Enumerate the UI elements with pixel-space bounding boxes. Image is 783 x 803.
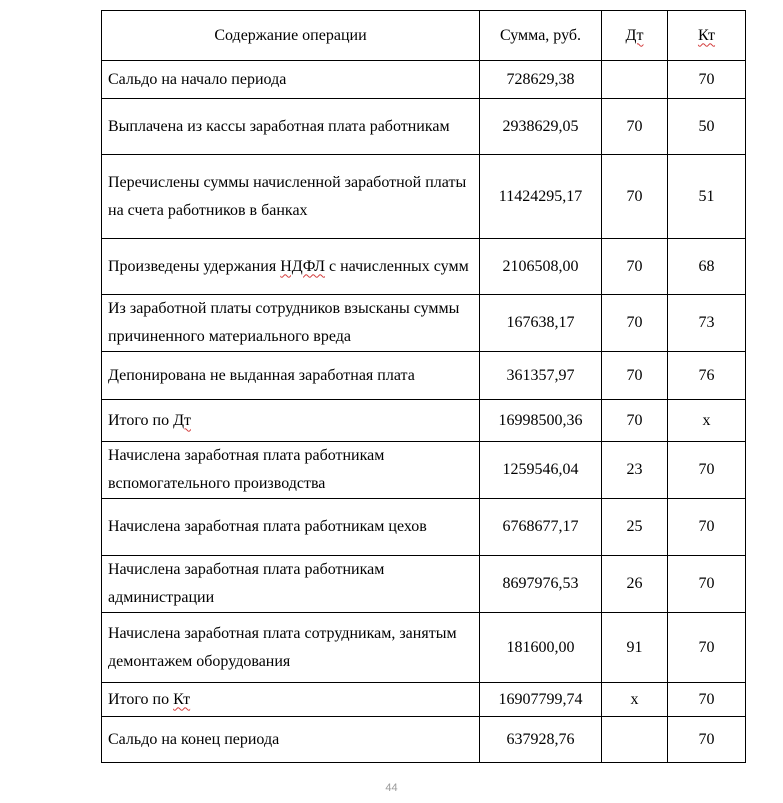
credit-cell: 70 <box>668 61 746 99</box>
operation-text: Итого по <box>108 690 174 708</box>
credit-term: Кт <box>173 690 191 708</box>
debit-term: Дт <box>173 411 191 429</box>
table-row <box>102 352 746 400</box>
table-row <box>102 499 746 556</box>
header-row <box>102 11 746 61</box>
amount-cell: 8697976,53 <box>480 556 602 613</box>
operation-text: с начисленных сумм <box>324 257 469 275</box>
amount-cell: 728629,38 <box>480 61 602 99</box>
amount-cell: 637928,76 <box>480 717 602 763</box>
amount-cell: 2106508,00 <box>480 239 602 295</box>
credit-cell: 70 <box>668 683 746 717</box>
credit-cell: 68 <box>668 239 746 295</box>
amount-cell: 16998500,36 <box>480 400 602 442</box>
debit-cell: 70 <box>602 352 668 400</box>
amount-cell: 1259546,04 <box>480 442 602 499</box>
operation-text: Произведены удержания <box>108 257 281 275</box>
ndfl-term: НДФЛ <box>280 257 325 275</box>
operation-cell <box>102 239 480 295</box>
debit-cell: 91 <box>602 613 668 683</box>
table-row <box>102 239 746 295</box>
operations-table <box>101 10 746 763</box>
debit-cell: 70 <box>602 239 668 295</box>
operation-cell: Начислена заработная плата работникам администрации <box>102 556 480 613</box>
operation-cell: Начислена заработная плата сотрудникам, занятым демонтажем оборудования <box>102 613 480 683</box>
table-row <box>102 295 746 352</box>
operation-cell: Начислена заработная плата работникам вспомогательного производства <box>102 442 480 499</box>
credit-cell: х <box>668 400 746 442</box>
page-number: 44 <box>385 782 398 794</box>
table-row-total-debit <box>102 400 746 442</box>
debit-cell: 70 <box>602 400 668 442</box>
credit-cell: 50 <box>668 99 746 155</box>
table-row <box>102 61 746 99</box>
operation-cell: Депонирована не выданная заработная плата <box>102 352 480 400</box>
header-credit-label: Кт <box>697 26 716 44</box>
table-row <box>102 717 746 763</box>
table-row <box>102 556 746 613</box>
amount-cell: 16907799,74 <box>480 683 602 717</box>
amount-cell: 11424295,17 <box>480 155 602 239</box>
credit-cell: 70 <box>668 442 746 499</box>
debit-cell: 25 <box>602 499 668 556</box>
table-row <box>102 155 746 239</box>
amount-cell: 181600,00 <box>480 613 602 683</box>
table-row <box>102 442 746 499</box>
operation-cell: Из заработной платы сотрудников взысканы суммы причиненного материального вреда <box>102 295 480 352</box>
operation-text: Итого по <box>108 411 174 429</box>
operation-cell <box>102 683 480 717</box>
amount-cell: 361357,97 <box>480 352 602 400</box>
header-credit <box>668 11 746 61</box>
operation-cell: Начислена заработная плата работникам цехов <box>102 499 480 556</box>
credit-cell: 76 <box>668 352 746 400</box>
amount-cell: 6768677,17 <box>480 499 602 556</box>
operation-cell: Выплачена из кассы заработная плата работникам <box>102 99 480 155</box>
debit-cell: 70 <box>602 295 668 352</box>
debit-cell <box>602 717 668 763</box>
header-debit-label: Дт <box>625 26 644 44</box>
credit-cell: 70 <box>668 499 746 556</box>
debit-cell <box>602 61 668 99</box>
header-amount: Сумма, руб. <box>480 11 602 61</box>
operation-cell: Сальдо на конец периода <box>102 717 480 763</box>
table-row-total-credit <box>102 683 746 717</box>
credit-cell: 70 <box>668 717 746 763</box>
debit-cell: 70 <box>602 99 668 155</box>
header-debit <box>602 11 668 61</box>
amount-cell: 2938629,05 <box>480 99 602 155</box>
table-row <box>102 99 746 155</box>
operation-cell: Перечислены суммы начисленной заработной платы на счета работников в банках <box>102 155 480 239</box>
table-row <box>102 613 746 683</box>
operation-cell <box>102 400 480 442</box>
credit-cell: 73 <box>668 295 746 352</box>
debit-cell: 23 <box>602 442 668 499</box>
debit-cell: 26 <box>602 556 668 613</box>
operation-cell: Сальдо на начало периода <box>102 61 480 99</box>
debit-cell: х <box>602 683 668 717</box>
credit-cell: 70 <box>668 556 746 613</box>
header-operation: Содержание операции <box>102 11 480 61</box>
debit-cell: 70 <box>602 155 668 239</box>
amount-cell: 167638,17 <box>480 295 602 352</box>
credit-cell: 51 <box>668 155 746 239</box>
credit-cell: 70 <box>668 613 746 683</box>
